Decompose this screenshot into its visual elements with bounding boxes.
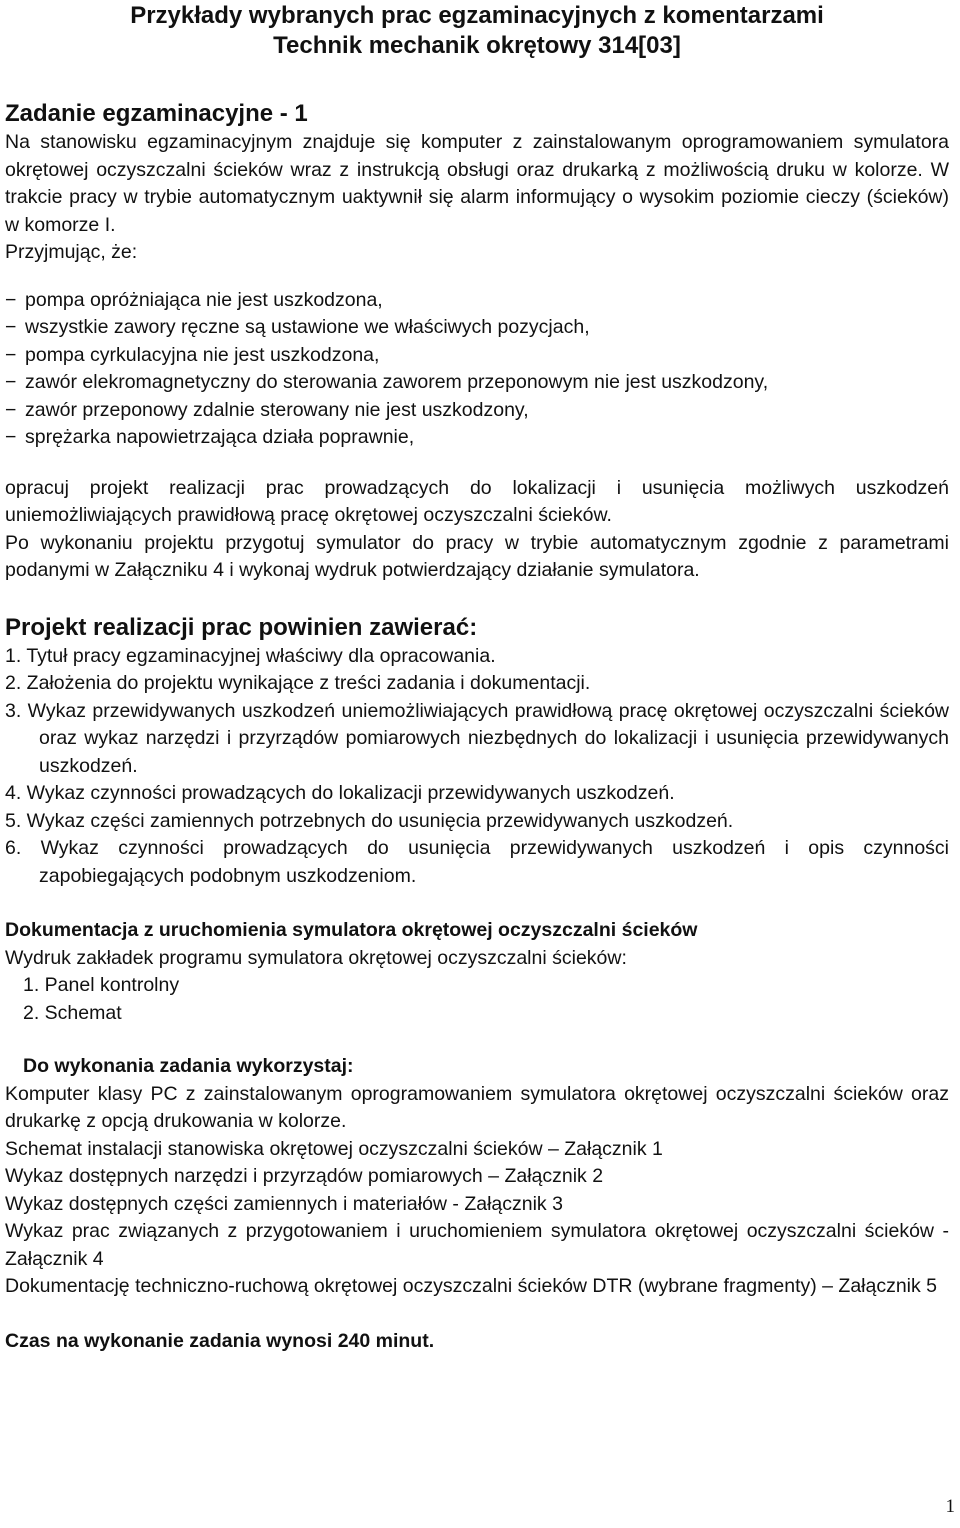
task-heading: Zadanie egzaminacyjne - 1 [5,100,308,127]
documentation-subtitle: Wydruk zakładek programu symulatora okrętowej oczyszczalni ścieków: [5,946,627,969]
task-instruction-1: opracuj projekt realizacji prac prowadzących do lokalizacji i usunięcia możliwych uszkodzeń uniemożliwiających prawidłową pracę okrętowej oczyszczalni ścieków. [5,476,949,526]
documentation-heading: Dokumentacja z uruchomienia symulatora okrętowej oczyszczalni ścieków [5,919,698,941]
resource-item: Komputer klasy PC z zainstalowanym oprogramowaniem symulatora okrętowej oczyszczalni ścieków oraz drukarkę z opcją drukowania w kolorze. [5,1082,949,1132]
resource-item: Wykaz dostępnych części zamiennych i materiałów - Załącznik 3 [5,1192,563,1215]
requirement-item: 3. Wykaz przewidywanych uszkodzeń uniemożliwiających prawidłową pracę okrętowej oczyszczalni ścieków oraz wykaz narzędzi i przyrządów pomiarowych niezbędnych do lokalizacji i usunięcia przewidywanych uszkodzeń. [5,699,949,777]
assumption-item: − wszystkie zawory ręczne są ustawione we właściwych pozycjach, [5,314,949,342]
resources-heading: Do wykonania zadania wykorzystaj: [23,1055,354,1077]
requirement-item: 5. Wykaz części zamiennych potrzebnych do usunięcia przewidywanych uszkodzeń. [5,809,734,832]
assumption-item: − zawór przeponowy zdalnie sterowany nie jest uszkodzony, [5,397,949,425]
printouts-list [5,972,949,1027]
page-number: 1 [945,1496,955,1517]
requirement-item: 1. Tytuł pracy egzaminacyjnej właściwy dla opracowania. [5,644,496,667]
assumption-item: − sprężarka napowietrzająca działa poprawnie, [5,424,949,452]
title-line-2: Technik mechanik okrętowy 314[03] [273,32,681,59]
resource-item: Wykaz prac związanych z przygotowaniem i uruchomieniem symulatora okrętowej oczyszczalni ścieków - Załącznik 4 [5,1220,949,1270]
task-instruction-2: Po wykonaniu projektu przygotuj symulator do pracy w trybie automatycznym zgodnie z parametrami podanymi w Załączniku 4 i wykonaj wydruk potwierdzający działanie symulatora. [5,531,949,581]
resource-item: Dokumentację techniczno-ruchową okrętowej oczyszczalni ścieków DTR (wybrane fragmenty) – Załącznik 5 [5,1275,938,1297]
printout-item: 1. Panel kontrolny [23,974,180,996]
project-requirements-list [5,643,949,891]
task-intro: Na stanowisku egzaminacyjnym znajduje się komputer z zainstalowanym oprogramowaniem symulatora okrętowej oczyszczalni ścieków wraz z instrukcją obsługi oraz drukarką z możliwością druku w kolorze. W trakcie pracy w trybie automatycznym uaktywnił się alarm informujący o wysokim poziomie cieczy (ścieków) w komorze I. [5,131,949,236]
title-line-1: Przykłady wybranych prac egzaminacyjnych z komentarzami [130,2,824,29]
printout-item: 2. Schemat [23,1001,122,1024]
assumptions-list [5,287,949,452]
assumption-item: − pompa opróżniająca nie jest uszkodzona, [5,287,949,315]
requirement-item: 4. Wykaz czynności prowadzących do lokalizacji przewidywanych uszkodzeń. [5,782,675,804]
requirement-item: 6. Wykaz czynności prowadzących do usunięcia przewidywanych uszkodzeń i opis czynności zapobiegających podobnym uszkodzeniom. [5,837,949,887]
task-intro-assumption-lead: Przyjmując, że: [5,241,138,263]
time-limit-note: Czas na wykonanie zadania wynosi 240 minut. [5,1329,435,1352]
requirement-item: 2. Założenia do projektu wynikające z treści zadania i dokumentacji. [5,672,591,694]
project-heading: Projekt realizacji prac powinien zawierać: [5,613,478,641]
document-page [5,0,949,1355]
document-title [5,0,949,61]
resource-item: Schemat instalacji stanowiska okrętowej oczyszczalni ścieków – Załącznik 1 [5,1137,663,1160]
assumption-item: − pompa cyrkulacyjna nie jest uszkodzona, [5,342,949,370]
resource-item: Wykaz dostępnych narzędzi i przyrządów pomiarowych – Załącznik 2 [5,1165,604,1187]
assumption-item: − zawór elekromagnetyczny do sterowania zaworem przeponowym nie jest uszkodzony, [5,369,949,397]
